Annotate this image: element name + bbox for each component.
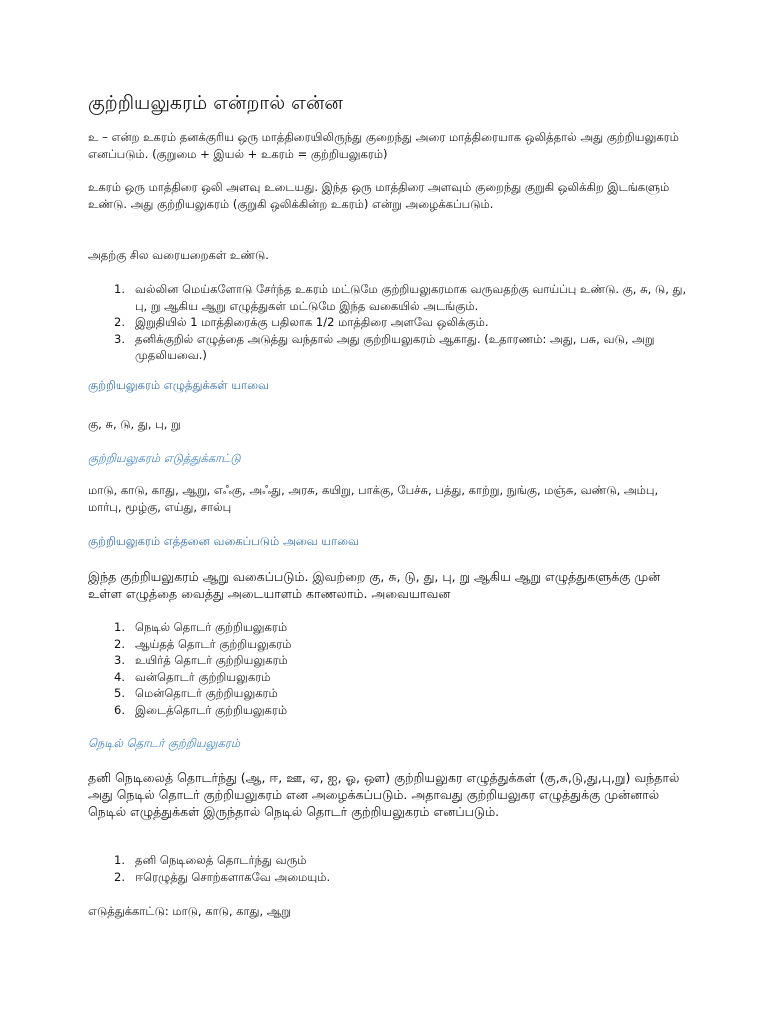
list-item-text: இறுதியில் 1 மாத்திரைக்கு பதிலாக 1/2 மாத்திரை அளவே ஒலிக்கும். [135, 315, 489, 329]
examples-text: மாடு, காடு, காது, ஆறு, எஃகு, அஃது, அரசு, கயிறு, பாக்கு, பேச்சு, பத்து, காற்று, நுங்கு, மஞ்சு, வண்டு, அம்பு, மார்பு, மூழ்கு, எய்து, சால்பு [88, 483, 659, 514]
types-list [106, 619, 691, 718]
list-item-number: 2. [114, 869, 125, 884]
list-item-text: இடைத்தொடர் குற்றியலுகரம் [135, 702, 288, 717]
section-heading-types: குற்றியலுகரம் எத்தனை வகைப்படும் அவை யாவை [88, 534, 360, 548]
section-heading-letters: குற்றியலுகரம் எழுத்துக்கள் யாவை [88, 378, 270, 392]
list-item-text: தனிக்குறில் எழுத்தை அடுத்து வந்தால் அது குற்றியலுகரம் ஆகாது. (உதாரணம்: அது, பசு, வடு, அறு முதலியவை.) [135, 331, 655, 362]
list-item-number: 1. [114, 853, 125, 867]
rules-list [106, 281, 691, 364]
types-intro-text: இந்த குற்றியலுகரம் ஆறு வகைப்படும். இவற்றை கு, சு, டு, து, பு, று ஆகிய ஆறு எழுத்துகளுக்கு முன் உள்ள எழுத்தை வைத்து அடையாளம் காணலாம். அவையாவன [88, 569, 661, 601]
list-item [106, 281, 691, 314]
list-item-text: வன்தொடர் குற்றியலுகரம் [135, 669, 271, 684]
nedil-example-text: எடுத்துக்காட்டு: மாடு, காடு, காது, ஆறு [88, 904, 291, 918]
list-item-number: 3. [114, 653, 125, 667]
list-item [106, 619, 691, 636]
list-item [106, 685, 691, 702]
section-heading-nedil: நெடில் தொடர் குற்றியலுகரம் [88, 736, 241, 750]
list-item [106, 669, 691, 686]
list-item [106, 852, 691, 869]
list-item-number: 3. [114, 331, 125, 346]
list-item-text: நெடில் தொடர் குற்றியலுகரம் [135, 620, 288, 634]
list-item-number: 6. [114, 702, 125, 717]
list-item [106, 314, 691, 331]
page-title: குற்றியலுகரம் என்றால் என்ன [88, 92, 343, 114]
list-item-text: வல்லின மெய்களோடு சேர்ந்த உகரம் மட்டுமே குற்றியலுகரமாக வருவதற்கு வாய்ப்பு உண்டு. கு, சு, டு, து, பு, று ஆகிய ஆறு எழுத்துகள் மட்டுமே இந்த வகையில் அடங்கும். [135, 282, 687, 313]
section-heading-examples: குற்றியலுகரம் எடுத்துக்காட்டு [88, 451, 241, 465]
list-item [106, 702, 691, 719]
list-item-text: உயிர்த் தொடர் குற்றியலுகரம் [135, 653, 288, 667]
list-item-text: மென்தொடர் குற்றியலுகரம் [135, 686, 278, 700]
list-item [106, 869, 691, 886]
list-item [106, 636, 691, 653]
list-item [106, 652, 691, 669]
list-item-number: 5. [114, 686, 125, 700]
list-item-number: 2. [114, 315, 125, 329]
list-item-text: ஈரெழுத்து சொற்களாகவே அமையும். [135, 869, 331, 884]
intro-paragraph-explanation: உகரம் ஒரு மாத்திரை ஒலி அளவு உடையது. இந்த ஒரு மாத்திரை அளவும் குறைந்து குறுகி ஒலிக்கிற இடங்களும் உண்டு. அது குற்றியலுகரம் (குறுகி ஒலிக்கின்ற உகரம்) என்று அழைக்கப்படும். [88, 180, 670, 211]
intro-paragraph-definition: உ – என்ற உகரம் தனக்குரிய ஒரு மாத்திரையிலிருந்து குறைந்து அரை மாத்திரையாக ஒலித்தால் அது குற்றியலுகரம் எனப்படும். (குறுமை + இயல் + உகரம் = குற்றியலுகரம்) [88, 130, 679, 161]
intro-paragraph-rules-lead: அதற்கு சில வரையறைகள் உண்டு. [88, 248, 269, 262]
nedil-list [106, 852, 691, 885]
list-item-number: 4. [114, 669, 125, 684]
list-item [106, 331, 691, 364]
nedil-text: தனி நெடிலைத் தொடர்ந்து (ஆ, ஈ, ஊ, ஏ, ஐ, ஓ, ஔ) குற்றியலுகர எழுத்துக்கள் (கு,சு,டு,து,பு,று) வந்தால் அது நெடில் தொடர் குற்றியலுகரம் என அழைக்கப்படும். அதாவது குற்றியலுகர எழுத்துக்கு முன்னால் நெடில் எழுத்துக்கள் இருந்தால் நெடில் தொடர் குற்றியலுகரம் எனப்படும். [88, 770, 680, 819]
list-item-number: 2. [114, 636, 125, 651]
list-item-text: ஆய்தத் தொடர் குற்றியலுகரம் [135, 636, 292, 651]
letters-text: கு, சு, டு, து, பு, று [88, 417, 181, 431]
list-item-number: 1. [114, 620, 125, 634]
list-item-number: 1. [114, 282, 125, 296]
list-item-text: தனி நெடிலைத் தொடர்ந்து வரும் [135, 853, 307, 867]
